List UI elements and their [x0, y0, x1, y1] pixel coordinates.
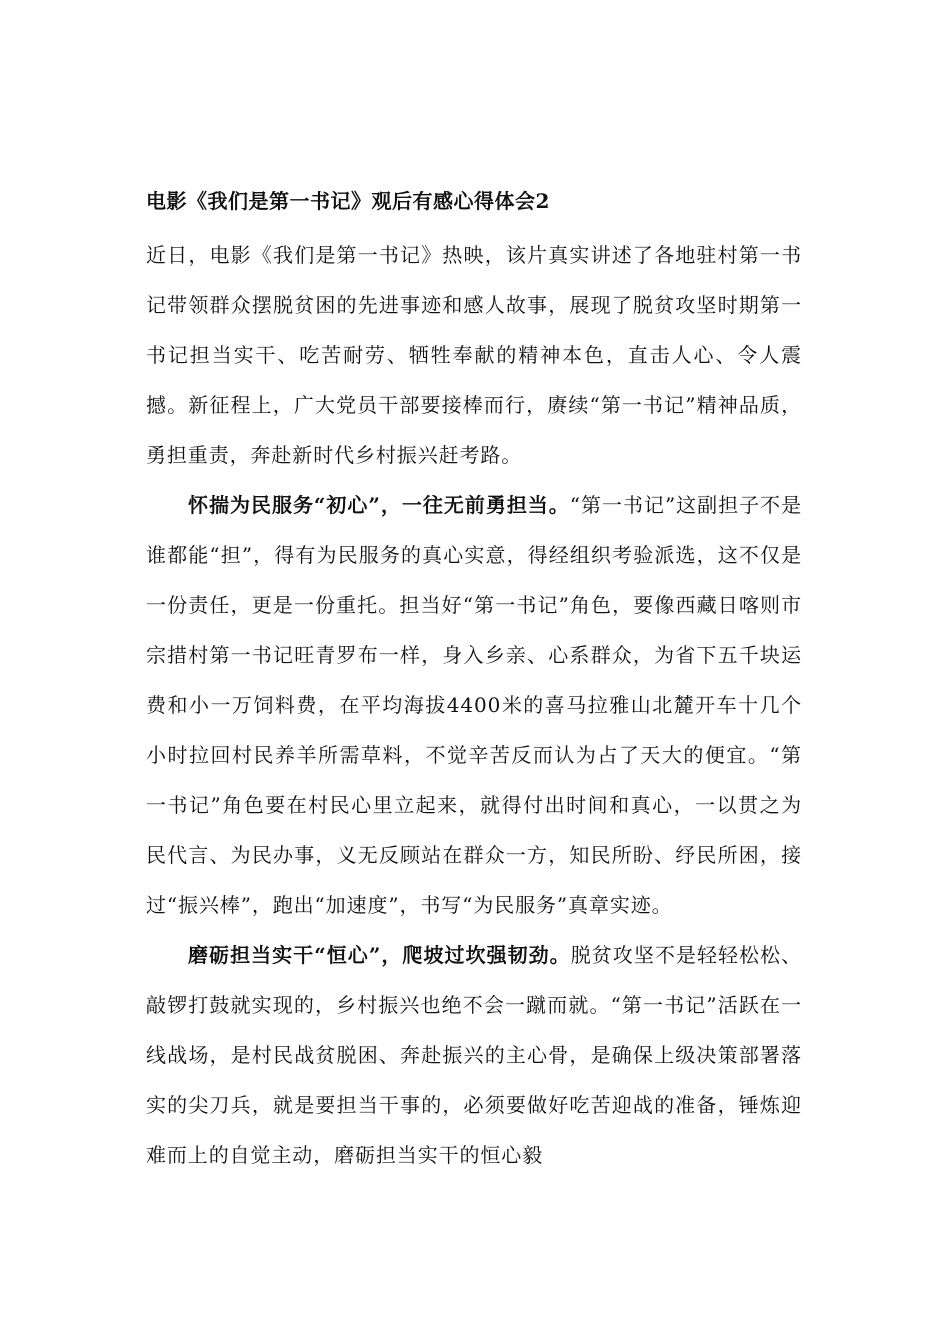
paragraph-second-point-heading: 磨砺担当实干“恒心”，爬坡过坎强韧劲。: [188, 943, 571, 967]
paragraph-second-point: [146, 930, 802, 1180]
paragraph-second-point-text: 脱贫攻坚不是轻轻松松、敲锣打鼓就实现的，乡村振兴也绝不会一蹴而就。“第一书记”活跃在一线战场，是村民战贫脱困、奔赴振兴的主心骨，是确保上级决策部署落实的尖刀兵，就是要担当干事的，必须要做好吃苦迎战的准备，锤炼迎难而上的自觉主动，磨砺担当实干的恒心毅: [146, 943, 802, 1167]
paragraph-first-point: [146, 480, 802, 930]
paragraph-first-point-text: “第一书记”这副担子不是谁都能“担”，得有为民服务的真心实意，得经组织考验派选，这不仅是一份责任，更是一份重托。担当好“第一书记”角色，要像西藏日喀则市宗措村第一书记旺青罗布一样，身入乡亲、心系群众，为省下五千块运费和小一万饲料费，在平均海拔4400米的喜马拉雅山北麓开车十几个小时拉回村民养羊所需草料，不觉辛苦反而认为占了天大的便宜。“第一书记”角色要在村民心里立起来，就得付出时间和真心，一以贯之为民代言、为民办事，义无反顾站在群众一方，知民所盼、纾民所困，接过“振兴棒”，跑出“加速度”，书写“为民服务”真章实迹。: [146, 493, 802, 917]
paragraph-intro-text: 近日，电影《我们是第一书记》热映，该片真实讲述了各地驻村第一书记带领群众摆脱贫困的先进事迹和感人故事，展现了脱贫攻坚时期第一书记担当实干、吃苦耐劳、牺牲奉献的精神本色，直击人心、令人震撼。新征程上，广大党员干部要接棒而行，赓续“第一书记”精神品质，勇担重责，奔赴新时代乡村振兴赶考路。: [146, 243, 802, 467]
document-title: 电影《我们是第一书记》观后有感心得体会2: [146, 189, 550, 213]
document-body: [146, 230, 802, 1180]
paragraph-first-point-heading: 怀揣为民服务“初心”，一往无前勇担当。: [188, 493, 570, 517]
paragraph-intro: [146, 230, 802, 480]
